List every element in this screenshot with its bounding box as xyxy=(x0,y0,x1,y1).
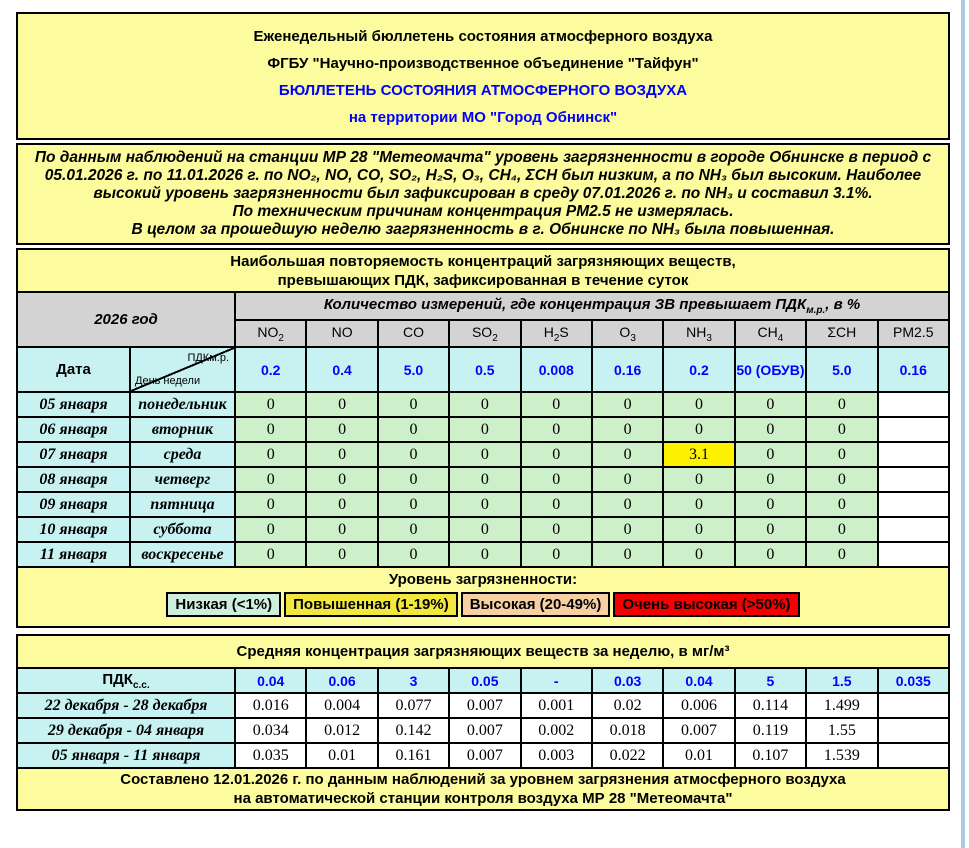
organization-name: ФГБУ "Научно-производственное объединение "Тайфун" xyxy=(267,55,699,72)
day-row xyxy=(17,517,949,542)
week-value: 0.007 xyxy=(663,718,734,743)
date-cell: 10 января xyxy=(17,517,130,542)
pollutant-header-h2s: $H_2S$ xyxy=(521,320,592,347)
pdk-ss-value: 0.04 xyxy=(235,668,306,693)
value-cell: 0 xyxy=(449,517,520,542)
week-value: 0.004 xyxy=(306,693,377,718)
week-value: 0.119 xyxy=(735,718,806,743)
weekday-label: День недели xyxy=(135,375,201,387)
footer-line-1: Составлено 12.01.2026 г. по данным наблюдений за уровнем загрязнения атмосферного воздуха xyxy=(120,771,846,788)
pdk-mr-value: 50 (ОБУВ) xyxy=(735,347,806,392)
pollutant-header-no2: $NO_2$ xyxy=(235,320,306,347)
pollution-level-legend xyxy=(17,567,949,627)
weekday-cell: вторник xyxy=(130,417,235,442)
value-cell: 0 xyxy=(592,517,663,542)
week-value: 1.55 xyxy=(806,718,877,743)
pdk-mr-value: 5.0 xyxy=(378,347,449,392)
value-cell: 0 xyxy=(592,542,663,567)
value-cell: 0 xyxy=(378,467,449,492)
summary-paragraph-2: По техническим причинам концентрация PM2.5 не измерялась. xyxy=(232,203,734,220)
legend-items xyxy=(18,592,948,617)
pdk-mr-value: 0.2 xyxy=(663,347,734,392)
value-cell: 0 xyxy=(663,392,734,417)
value-cell: 0 xyxy=(378,517,449,542)
value-cell: 0 xyxy=(806,492,877,517)
pdk-mr-value: 0.2 xyxy=(235,347,306,392)
exceedance-table xyxy=(16,248,950,628)
value-cell: 0 xyxy=(235,492,306,517)
value-cell-pm25-empty xyxy=(878,517,949,542)
pollutant-header-no: NO xyxy=(306,320,377,347)
bulletin-page xyxy=(16,12,950,811)
value-cell: 0 xyxy=(306,442,377,467)
value-cell: 0 xyxy=(521,442,592,467)
summary-panel xyxy=(16,143,950,245)
value-cell: 0 xyxy=(592,467,663,492)
footer-line-2: на автоматической станции контроля воздуха МР 28 "Метеомачта" xyxy=(233,790,733,807)
value-cell: 0 xyxy=(235,392,306,417)
pollutant-header-ch4: $CH_4$ xyxy=(735,320,806,347)
week-value: 0.035 xyxy=(235,743,306,768)
measurements-title-suffix: , в % xyxy=(825,296,861,313)
value-cell: 0 xyxy=(806,467,877,492)
value-cell: 0 xyxy=(663,417,734,442)
value-cell: 0 xyxy=(592,392,663,417)
value-cell: 0 xyxy=(663,542,734,567)
measurements-title-sub: м.р. xyxy=(806,305,826,316)
value-cell: 0 xyxy=(235,467,306,492)
pdk-mr-value: 0.4 xyxy=(306,347,377,392)
week-value: 0.007 xyxy=(449,743,520,768)
value-cell: 0 xyxy=(521,542,592,567)
date-cell: 05 января xyxy=(17,392,130,417)
pdk-mr-value: 5.0 xyxy=(806,347,877,392)
value-cell: 0 xyxy=(521,517,592,542)
value-cell: 0 xyxy=(806,542,877,567)
value-cell: 0 xyxy=(449,467,520,492)
date-cell: 08 января xyxy=(17,467,130,492)
legend-title: Уровень загрязненности: xyxy=(388,571,578,588)
value-cell: 0 xyxy=(806,417,877,442)
pollutant-header-o3: $O_3$ xyxy=(592,320,663,347)
measurements-title-cell xyxy=(235,292,949,320)
pollutant-header-co: CO xyxy=(378,320,449,347)
value-cell: 0 xyxy=(806,517,877,542)
page-right-edge-line xyxy=(961,0,965,848)
value-cell: 0 xyxy=(306,392,377,417)
value-cell: 0 xyxy=(449,542,520,567)
value-cell-pm25-empty xyxy=(878,417,949,442)
pdk-ss-value: 1.5 xyxy=(806,668,877,693)
value-cell: 0 xyxy=(592,417,663,442)
pollutant-header-nh3: $NH_3$ xyxy=(663,320,734,347)
value-cell: 0 xyxy=(378,492,449,517)
value-cell: 0 xyxy=(806,442,877,467)
pollutant-header-so2: $SO_2$ xyxy=(449,320,520,347)
pdk-ss-label: $ПДК_{с.с.}$ xyxy=(17,668,235,693)
pollutant-header-sch: ΣCH xyxy=(806,320,877,347)
pdk-ss-row xyxy=(17,668,949,693)
value-cell: 0 xyxy=(449,417,520,442)
diagonal-header-cell xyxy=(130,347,235,392)
footer-note xyxy=(17,768,949,810)
value-cell: 0 xyxy=(592,492,663,517)
value-cell: 0 xyxy=(306,492,377,517)
weekday-cell: четверг xyxy=(130,467,235,492)
week-value: 0.007 xyxy=(449,693,520,718)
year-cell: 2026 год xyxy=(17,292,235,347)
week-value: 0.002 xyxy=(521,718,592,743)
pdk-mr-value: 0.5 xyxy=(449,347,520,392)
legend-row xyxy=(17,567,949,627)
table-header-row-1 xyxy=(17,292,949,320)
value-cell: 0 xyxy=(592,442,663,467)
day-row xyxy=(17,542,949,567)
value-cell: 0 xyxy=(449,392,520,417)
week-label: 05 января - 11 января xyxy=(17,743,235,768)
week-value: 0.001 xyxy=(521,693,592,718)
day-row xyxy=(17,417,949,442)
pdk-ss-value: 5 xyxy=(735,668,806,693)
week-value: 0.02 xyxy=(592,693,663,718)
week-label: 22 декабря - 28 декабря xyxy=(17,693,235,718)
pdk-mr-label: ПДКм.р. xyxy=(187,352,229,364)
value-cell: 0 xyxy=(735,442,806,467)
week-value: 0.142 xyxy=(378,718,449,743)
value-cell: 0 xyxy=(378,442,449,467)
value-cell-pm25-empty xyxy=(878,542,949,567)
value-cell: 0 xyxy=(235,442,306,467)
value-cell: 0 xyxy=(235,417,306,442)
value-cell: 0 xyxy=(663,467,734,492)
value-cell: 0 xyxy=(521,417,592,442)
pdk-mr-row xyxy=(17,347,949,392)
value-cell: 0 xyxy=(306,467,377,492)
week-value: 0.01 xyxy=(663,743,734,768)
bulletin-territory: на территории МО "Город Обнинск" xyxy=(348,109,618,126)
value-cell: 0 xyxy=(521,392,592,417)
summary-paragraph-1: По данным наблюдений на станции МР 28 "Метеомачта" уровень загрязненности в городе Обнинске в период с 05.01.2026 г. по 11.01.2026 г. по NO₂, NO, CO, SO₂, H₂S, O₃, CH₄, ΣCH был низким, а по NH₃ был высоким. Наиболее высокий уровень загрязненности был зафиксирован в среду 07.01.2026 г. по NH₃ и составил 3.1%. xyxy=(34,149,932,202)
value-cell-highlighted: 3.1 xyxy=(663,442,734,467)
value-cell: 0 xyxy=(663,492,734,517)
bulletin-header xyxy=(16,12,950,140)
value-cell: 0 xyxy=(378,392,449,417)
pdk-ss-value: 3 xyxy=(378,668,449,693)
value-cell: 0 xyxy=(449,442,520,467)
value-cell: 0 xyxy=(378,417,449,442)
pdk-ss-value: 0.03 xyxy=(592,668,663,693)
pdk-ss-value: 0.035 xyxy=(878,668,949,693)
value-cell: 0 xyxy=(735,417,806,442)
weekday-cell: суббота xyxy=(130,517,235,542)
pdk-ss-value: - xyxy=(521,668,592,693)
weekly-average-table xyxy=(16,634,950,811)
day-row xyxy=(17,442,949,467)
date-cell: 11 января xyxy=(17,542,130,567)
value-cell: 0 xyxy=(735,517,806,542)
pdk-mr-value: 0.16 xyxy=(592,347,663,392)
pdk-ss-value: 0.06 xyxy=(306,668,377,693)
legend-item-elevated: Повышенная (1-19%) xyxy=(284,592,458,617)
day-row xyxy=(17,392,949,417)
value-cell: 0 xyxy=(735,467,806,492)
pdk-ss-value: 0.05 xyxy=(449,668,520,693)
weekday-cell: пятница xyxy=(130,492,235,517)
week-value: 0.114 xyxy=(735,693,806,718)
week-value: 0.012 xyxy=(306,718,377,743)
week-value: 0.007 xyxy=(449,718,520,743)
week-value: 0.01 xyxy=(306,743,377,768)
week-value: 0.022 xyxy=(592,743,663,768)
value-cell-pm25-empty xyxy=(878,467,949,492)
value-cell: 0 xyxy=(378,542,449,567)
legend-item-high: Высокая (20-49%) xyxy=(461,592,611,617)
value-cell-pm25-empty xyxy=(878,492,949,517)
weekday-cell: среда xyxy=(130,442,235,467)
value-cell: 0 xyxy=(806,392,877,417)
pdk-mr-value: 0.008 xyxy=(521,347,592,392)
week-value: 0.018 xyxy=(592,718,663,743)
value-cell: 0 xyxy=(235,542,306,567)
exceedance-banner xyxy=(17,249,949,292)
measurements-title-text: Количество измерений, где концентрация ЗВ превышает ПДК xyxy=(323,296,807,313)
week-value: 0.161 xyxy=(378,743,449,768)
pdk-mr-value: 0.16 xyxy=(878,347,949,392)
week-value-pm25-empty xyxy=(878,743,949,768)
week-value-pm25-empty xyxy=(878,693,949,718)
date-label-cell: Дата xyxy=(17,347,130,392)
date-cell: 09 января xyxy=(17,492,130,517)
legend-item-low: Низкая (<1%) xyxy=(166,592,281,617)
week-row xyxy=(17,743,949,768)
pollutant-header-pm25: PM2.5 xyxy=(878,320,949,347)
day-row xyxy=(17,492,949,517)
banner-line-1: Наибольшая повторяемость концентраций загрязняющих веществ, xyxy=(230,252,736,270)
value-cell-pm25-empty xyxy=(878,392,949,417)
week-row xyxy=(17,718,949,743)
week-label: 29 декабря - 04 января xyxy=(17,718,235,743)
week-value: 0.107 xyxy=(735,743,806,768)
weekday-cell: воскресенье xyxy=(130,542,235,567)
pdk-ss-value: 0.04 xyxy=(663,668,734,693)
value-cell: 0 xyxy=(521,467,592,492)
value-cell: 0 xyxy=(735,392,806,417)
value-cell: 0 xyxy=(306,542,377,567)
date-cell: 06 января xyxy=(17,417,130,442)
legend-item-very-high: Очень высокая (>50%) xyxy=(613,592,799,617)
week-value: 0.034 xyxy=(235,718,306,743)
footer-row xyxy=(17,768,949,810)
value-cell: 0 xyxy=(663,517,734,542)
value-cell-pm25-empty xyxy=(878,442,949,467)
day-row xyxy=(17,467,949,492)
bulletin-title: БЮЛЛЕТЕНЬ СОСТОЯНИЯ АТМОСФЕРНОГО ВОЗДУХА xyxy=(278,82,688,99)
date-cell: 07 января xyxy=(17,442,130,467)
weekday-cell: понедельник xyxy=(130,392,235,417)
week-value: 1.499 xyxy=(806,693,877,718)
week-value-pm25-empty xyxy=(878,718,949,743)
value-cell: 0 xyxy=(306,417,377,442)
value-cell: 0 xyxy=(235,517,306,542)
exceedance-banner-row xyxy=(17,249,949,292)
value-cell: 0 xyxy=(521,492,592,517)
average-banner-row xyxy=(17,635,949,668)
week-value: 0.003 xyxy=(521,743,592,768)
week-value: 1.539 xyxy=(806,743,877,768)
week-value: 0.077 xyxy=(378,693,449,718)
value-cell: 0 xyxy=(449,492,520,517)
week-value: 0.006 xyxy=(663,693,734,718)
value-cell: 0 xyxy=(306,517,377,542)
value-cell: 0 xyxy=(735,492,806,517)
week-value: 0.016 xyxy=(235,693,306,718)
bulletin-subtitle-weekly: Еженедельный бюллетень состояния атмосферного воздуха xyxy=(253,28,713,45)
value-cell: 0 xyxy=(735,542,806,567)
banner-line-2: превышающих ПДК, зафиксированная в течение суток xyxy=(277,271,689,289)
summary-paragraph-3: В целом за прошедшую неделю загрязненность в г. Обнинске по NH₃ была повышенная. xyxy=(131,221,835,238)
average-banner: Средняя концентрация загрязняющих веществ за неделю, в мг/м³ xyxy=(17,635,949,668)
week-row xyxy=(17,693,949,718)
